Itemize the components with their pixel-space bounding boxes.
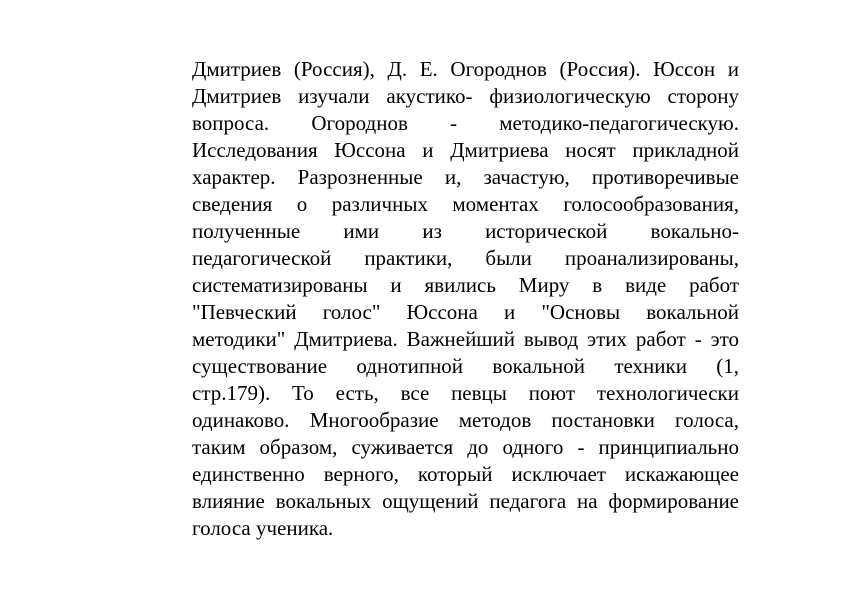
paragraph-line: характер. Разрозненные и, зачастую, противоречивые <box>192 165 739 189</box>
paragraph-line: "Певческий голос" Юссона и "Основы вокальной <box>192 300 739 324</box>
paragraph-line: одинаково. Многообразие методов постановки голоса, <box>192 408 739 432</box>
paragraph-line: Исследования Юссона и Дмитриева носят прикладной <box>192 138 739 162</box>
paragraph-line: сведения о различных моментах голосообразования, <box>192 192 739 216</box>
paragraph-line: вопроса. Огороднов - методико-педагогическую. <box>192 111 739 135</box>
paragraph-line: методики" Дмитриева. Важнейший вывод этих работ - это <box>192 327 739 351</box>
paragraph-line: Дмитриев (Россия), Д. Е. Огороднов (Россия). Юссон и <box>192 57 739 81</box>
body-paragraph <box>192 56 739 542</box>
paragraph-line: единственно верного, который исключает искажающее <box>192 462 739 486</box>
paragraph-line: существование однотипной вокальной техники (1, <box>192 354 739 378</box>
paragraph-line: таким образом, суживается до одного - принципиально <box>192 435 739 459</box>
paragraph-line: систематизированы и явились Миру в виде работ <box>192 273 739 297</box>
paragraph-line: Дмитриев изучали акустико- физиологическую сторону <box>192 84 739 108</box>
paragraph-line: стр.179). То есть, все певцы поют технологически <box>192 381 739 405</box>
paragraph-line: педагогической практики, были проанализированы, <box>192 246 739 270</box>
paragraph-line: влияние вокальных ощущений педагога на формирование <box>192 489 739 513</box>
paragraph-line: голоса ученика. <box>192 516 334 540</box>
paragraph-line: полученные ими из исторической вокально- <box>192 219 739 243</box>
